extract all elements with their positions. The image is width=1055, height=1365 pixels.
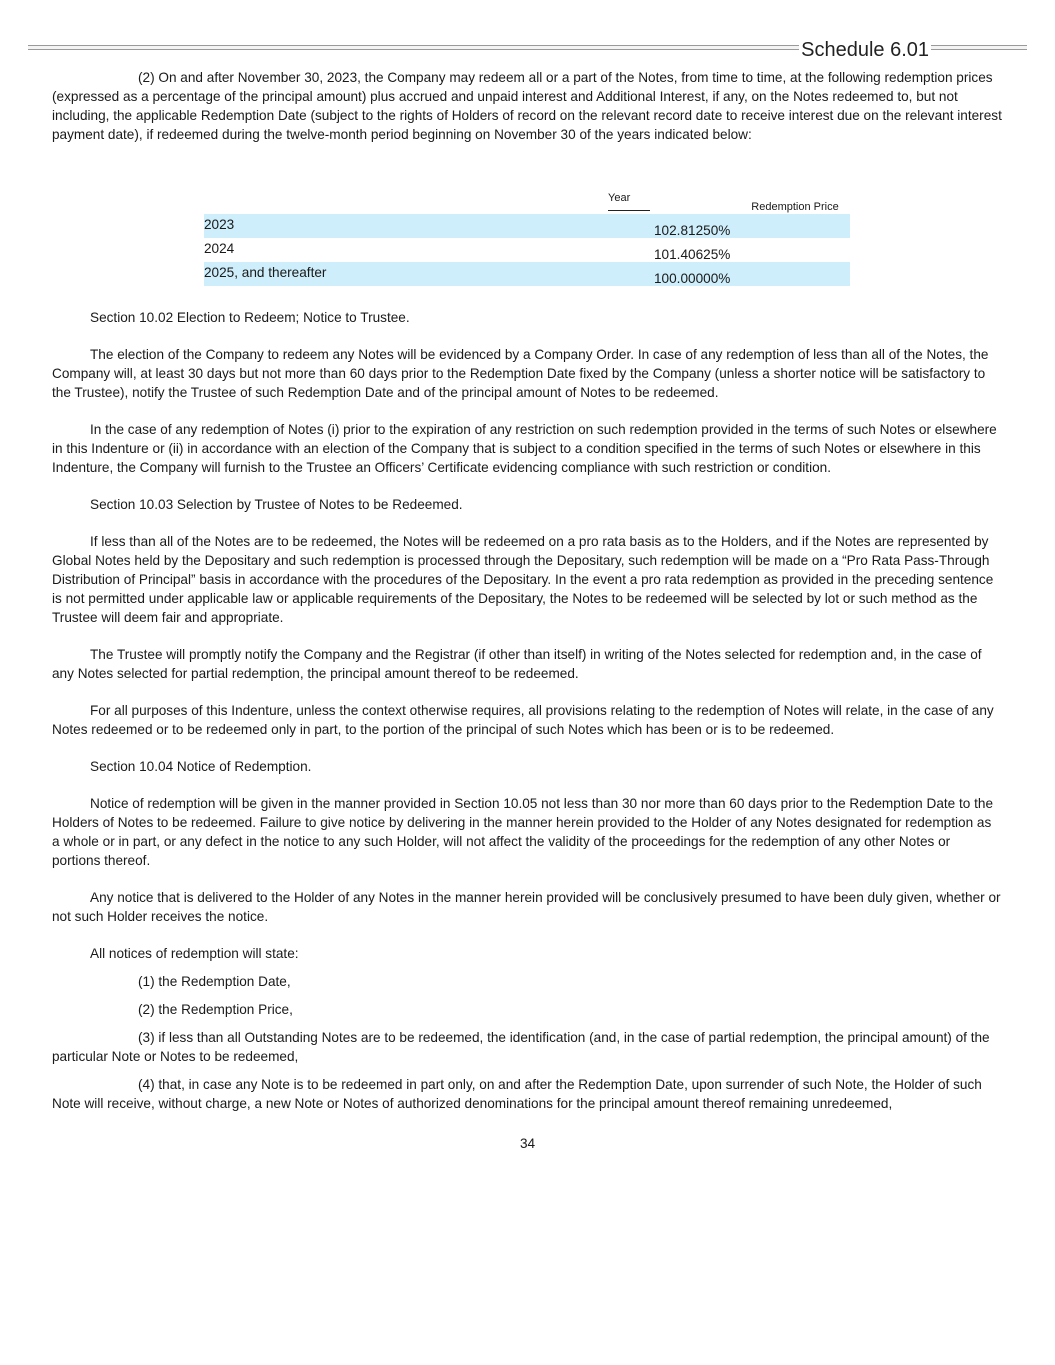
document-body: [52, 68, 1002, 144]
list-item: (4) that, in case any Note is to be redeemed in part only, on and after the Redemption Date, upon surrender of such Note, the Holder of such Note will receive, without charge, a new Note or Notes of authorized denominations for the principal amount thereof remaining unredeemed,: [52, 1077, 982, 1111]
table-header-year: Year: [608, 192, 650, 211]
schedule-title: Schedule 6.01: [801, 39, 929, 61]
list-item: (3) if less than all Outstanding Notes are to be redeemed, the identification (and, in the case of partial redemption, the principal amount) of the particular Note or Notes to be redeemed,: [52, 1030, 990, 1064]
table-cell-year: 2025, and thereafter: [204, 265, 327, 280]
section-heading-1002: Section 10.02 Election to Redeem; Notice to Trustee.: [90, 310, 410, 325]
intro-paragraph: (2) On and after November 30, 2023, the Company may redeem all or a part of the Notes, from time to time, at the following redemption prices (expressed as a percentage of the principal amount) plus accrued and unpaid interest and Additional Interest, if any, on the Notes redeemed to, but not including, the applicable Redemption Date (subject to the rights of Holders of record on the relevant record date to receive interest due on the relevant interest payment date), if redeemed during the twelve-month period beginning on November 30 of the years indicated below:: [52, 70, 1002, 142]
section-1002-paragraph-2: In the case of any redemption of Notes (i) prior to the expiration of any restriction on such redemption provided in the terms of such Notes or elsewhere in this Indenture or (ii) in accordance with an election of the Company that is subject to a condition specified in the terms of such Notes or elsewhere in this Indenture, the Company will furnish to the Trustee an Officers’ Certificate evidencing compliance with such restriction or condition.: [52, 422, 997, 475]
section-1003-paragraph-3: For all purposes of this Indenture, unless the context otherwise requires, all provisions relating to the redemption of Notes will relate, in the case of any Notes redeemed or to be redeemed only in part, to the portion of the principal of such Notes which has been or is to be redeemed.: [52, 703, 994, 737]
table-cell-price: 100.00000%: [654, 271, 731, 286]
section-1004-paragraph-1: Notice of redemption will be given in the manner provided in Section 10.05 not less than 30 nor more than 60 days prior to the Redemption Date to the Holders of Notes to be redeemed. Failure to give notice by delivering in the manner herein provided to the Holder of any Notes designated for redemption as a whole or in part, or any defect in the notice to any such Holder, will not affect the validity of the proceedings for the redemption of any other Notes or portions thereof.: [52, 796, 994, 868]
table-row: [204, 214, 850, 238]
table-cell-price: 102.81250%: [654, 223, 731, 238]
list-item: (2) the Redemption Price,: [138, 1002, 293, 1017]
section-heading-1004: Section 10.04 Notice of Redemption.: [90, 759, 312, 774]
table-row: [204, 262, 850, 286]
section-heading-1003: Section 10.03 Selection by Trustee of Notes to be Redeemed.: [90, 497, 463, 512]
section-1004-paragraph-2: Any notice that is delivered to the Holder of any Notes in the manner herein provided will be conclusively presumed to have been duly given, whether or not such Holder receives the notice.: [52, 890, 1001, 924]
section-1002-paragraph-1: The election of the Company to redeem any Notes will be evidenced by a Company Order. In case of any redemption of less than all of the Notes, the Company will, at least 30 days but not more than 60 days prior to the Redemption Date fixed by the Company (unless a shorter notice will be satisfactory to the Trustee), notify the Trustee of such Redemption Date and of the principal amount of Notes to be redeemed.: [52, 347, 989, 400]
section-1004-paragraph-3: All notices of redemption will state:: [90, 946, 299, 961]
section-1003-paragraph-1: If less than all of the Notes are to be redeemed, the Notes will be redeemed on a pro rata basis as to the Holders, and if the Notes are represented by Global Notes held by the Depositary and such redemption is processed through the Depositary, such redemption will be made on a “Pro Rata Pass-Through Distribution of Principal” basis in accordance with the procedures of the Depositary. In the event a pro rata redemption as provided in the preceding sentence is not permitted under applicable law or applicable requirements of the Depositary, the Notes to be redeemed will be selected by lot or such method as the Trustee will deem fair and appropriate.: [52, 534, 994, 625]
document-body-lower: [52, 308, 1002, 1113]
section-1003-paragraph-2: The Trustee will promptly notify the Company and the Registrar (if other than itself) in writing of the Notes selected for redemption and, in the case of any Notes selected for partial redemption, the principal amount thereof to be redeemed.: [52, 647, 982, 681]
table-row: [204, 238, 850, 262]
list-item: (1) the Redemption Date,: [138, 974, 291, 989]
table-cell-price: 101.40625%: [654, 247, 731, 262]
page-number: 34: [519, 1136, 536, 1151]
table-header-price: Redemption Price: [740, 201, 850, 215]
table-cell-year: 2023: [204, 217, 235, 232]
table-cell-year: 2024: [204, 241, 235, 256]
